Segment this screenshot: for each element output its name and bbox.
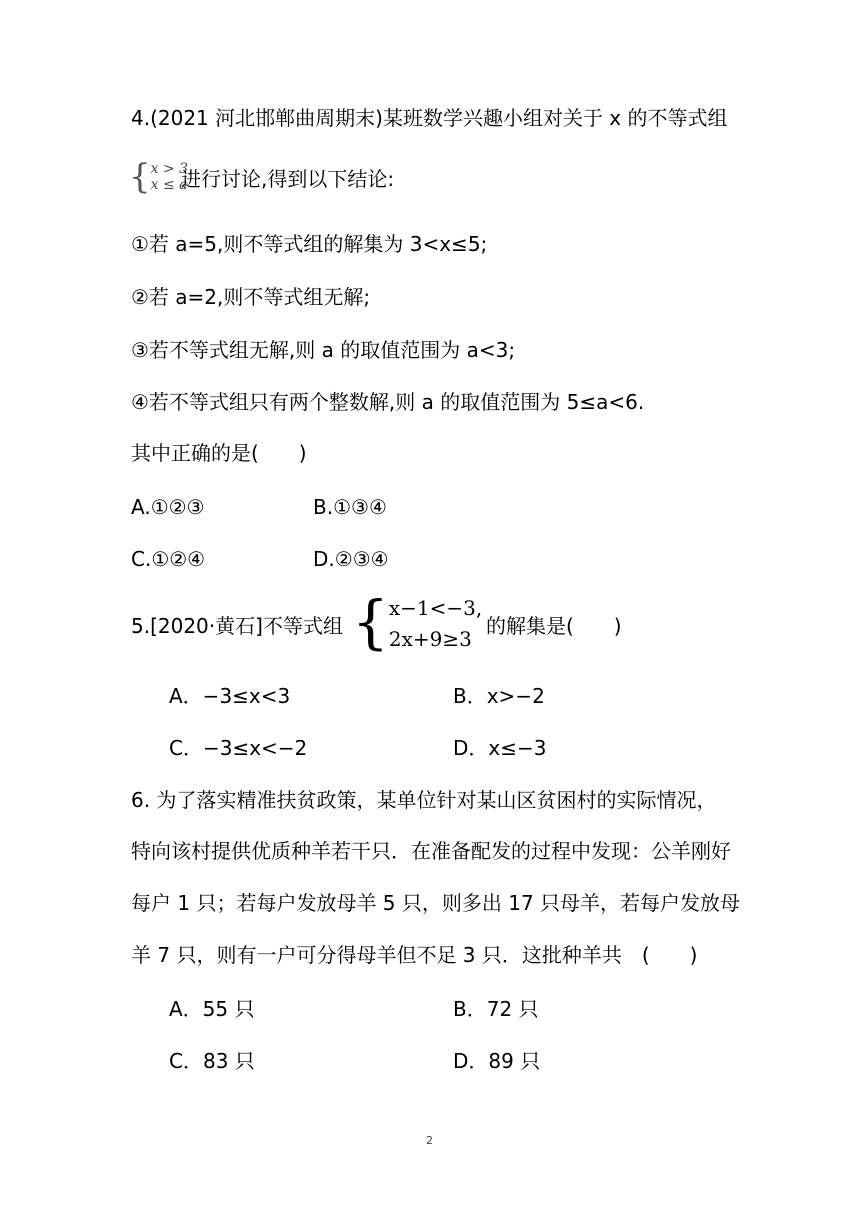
q4-stem-line2: 进行讨论,得到以下结论: xyxy=(181,167,395,191)
q6-line-2: 特向该村提供优质种羊若干只．在准备配发的过程中发现：公羊刚好 xyxy=(131,839,731,863)
q5-prefix: 5.[2020·黄石]不等式组 xyxy=(131,614,343,638)
q4-conclusion-2: ②若 a=2,则不等式组无解; xyxy=(131,285,371,309)
q4-system-line-1: x > 3, xyxy=(150,161,193,177)
q4-conclusion-1: ①若 a=5,则不等式组的解集为 3<x≤5; xyxy=(131,232,488,256)
q5-suffix: 的解集是( ) xyxy=(486,614,622,638)
q4-question: 其中正确的是( ) xyxy=(131,441,307,465)
q6-line-1: 6. 为了落实精准扶贫政策，某单位针对某山区贫困村的实际情况， xyxy=(131,788,717,812)
q4-option-c: C.①②④ xyxy=(131,547,206,571)
q6-option-c: C．83 只 xyxy=(169,1049,255,1073)
q4-option-b: B.①③④ xyxy=(313,495,387,519)
q4-system-line-2: x ≤ a xyxy=(150,177,188,193)
q5-option-b: B．x>−2 xyxy=(453,684,545,708)
q4-stem-line1: 4.(2021 河北邯郸曲周期末)某班数学兴趣小组对关于 x 的不等式组 xyxy=(131,106,728,130)
q6-line-4: 羊 7 只，则有一户可分得母羊但不足 3 只．这批种羊共 ( ) xyxy=(131,943,698,967)
q6-option-b: B．72 只 xyxy=(453,997,539,1021)
page-number: 2 xyxy=(426,1134,433,1147)
q5-system-line-1: x−1<−3, xyxy=(388,596,483,620)
q5-system-line-2: 2x+9≥3 xyxy=(388,627,472,651)
q6-option-d: D．89 只 xyxy=(453,1049,541,1073)
q5-option-c: C．−3≤x<−2 xyxy=(169,736,308,760)
q4-left-brace: { xyxy=(129,157,151,197)
q6-option-a: A．55 只 xyxy=(169,997,255,1021)
q6-line-3: 每户 1 只；若每户发放母羊 5 只，则多出 17 只母羊，若每户发放母 xyxy=(131,891,741,915)
q4-option-d: D.②③④ xyxy=(313,547,389,571)
q5-inequality-system xyxy=(352,588,483,656)
q4-conclusion-4: ④若不等式组只有两个整数解,则 a 的取值范围为 5≤a<6. xyxy=(131,390,645,414)
q5-option-d: D．x≤−3 xyxy=(453,736,547,760)
q4-option-a: A.①②③ xyxy=(131,495,205,519)
q5-left-brace: { xyxy=(352,588,389,656)
q5-option-a: A．−3≤x<3 xyxy=(169,684,291,708)
q4-conclusion-3: ③若不等式组无解,则 a 的取值范围为 a<3; xyxy=(131,338,516,362)
